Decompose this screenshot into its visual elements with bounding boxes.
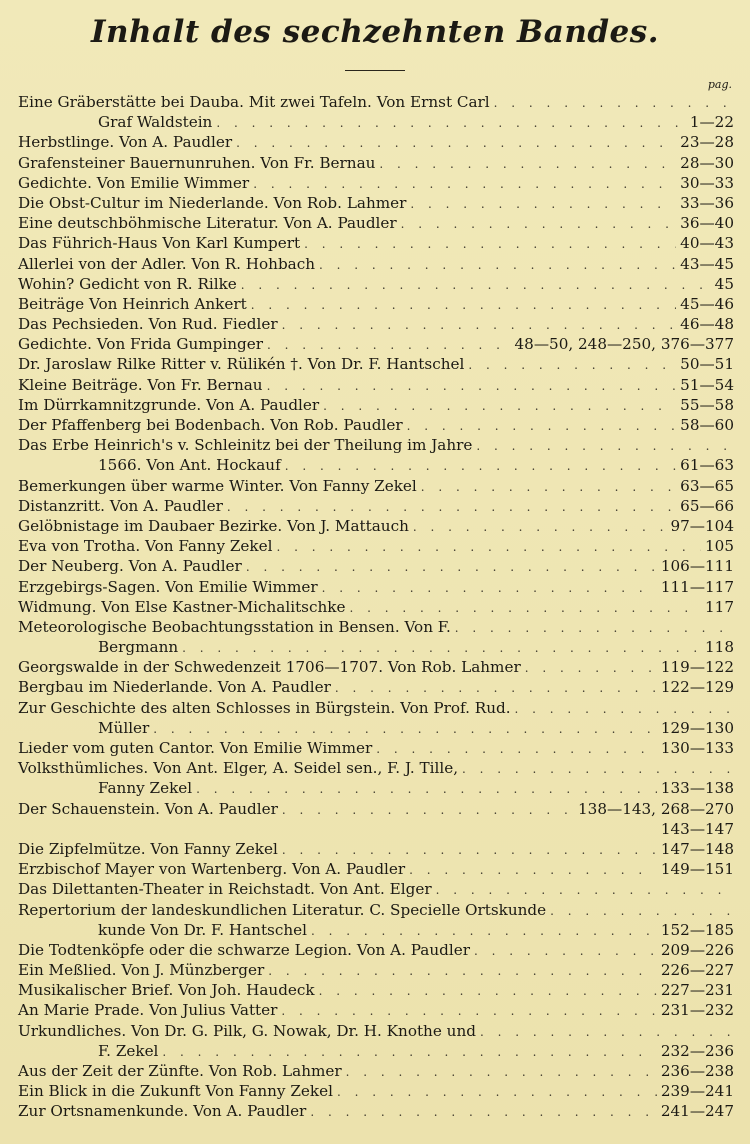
dot-leader [282,840,657,860]
toc-entry-title: Der Neuberg. Von A. Paudler [18,557,242,576]
toc-entry-title: Dr. Jaroslaw Rilke Ritter v. Rülikén †. Von Dr. F. Hantschel [18,355,465,374]
toc-line [18,395,734,415]
toc-entry-page: 231—232 [660,1001,734,1020]
toc-entry [18,879,734,899]
toc-line [18,799,734,819]
toc-entry-page: 50—51 [680,355,734,374]
toc-line [18,980,734,1000]
toc-entry-page: 130—133 [660,739,734,757]
toc-entry-title: Ein Blick in die Zukunft Von Fanny Zekel [18,1082,333,1101]
toc-entry [18,900,734,940]
toc-entry [18,1061,734,1081]
toc-line [18,738,734,758]
toc-entry [18,556,734,576]
toc-line [18,657,734,677]
toc-entry-title: Ein Meßlied. Von J. Münzberger [18,961,265,980]
toc-entry-title: Bergmann [98,638,179,657]
dot-leader [236,133,676,153]
toc-entry-page: 117 [705,597,734,616]
toc-entry-title: Das Dilettanten-Theater in Reichstadt. Von Ant. Elger [18,880,432,899]
dot-leader [267,335,511,355]
toc-entry-page: 119—122 [660,658,734,677]
dot-leader [401,214,677,234]
toc-entry-title: Grafensteiner Bauernunruhen. Von Fr. Bernau [18,153,376,172]
table-of-contents [18,92,734,1122]
toc-entry [18,677,734,697]
toc-entry-page: 43—45 [680,254,734,273]
toc-entry-page: 122—129 [660,678,734,697]
dot-leader [410,194,676,214]
toc-entry [18,254,734,274]
toc-entry-page: 36—40 [680,214,734,233]
toc-line [18,415,734,435]
toc-line [18,132,734,152]
toc-entry [18,92,734,132]
toc-entry-title: Die Zipfelmütze. Von Fanny Zekel [18,839,278,858]
toc-entry-page: 33—36 [680,193,734,212]
toc-entry [18,657,734,677]
dot-leader [182,638,701,658]
toc-entry-title: Fanny Zekel [98,779,193,798]
toc-entry [18,617,734,657]
toc-entry-title: Das Führich-Haus Von Karl Kumpert [18,234,301,253]
toc-entry [18,476,734,496]
toc-line [18,435,734,455]
toc-entry-page: 46—48 [680,315,734,334]
toc-entry-page: 28—30 [680,153,734,172]
toc-entry-page: 138—143, 268—270 [578,799,734,818]
dot-leader [285,456,676,476]
toc-entry [18,1021,734,1061]
toc-line [18,940,734,960]
dot-leader [413,517,667,537]
toc-line [18,920,734,940]
toc-entry-title: Georgswalde in der Schwedenzeit 1706—1707. Von Rob. Lahmer [18,658,521,677]
dot-leader [436,880,730,900]
dot-leader [550,901,730,921]
toc-entry-title: Die Obst-Cultur im Niederlande. Von Rob. Lahmer [18,193,407,212]
dot-leader [251,295,676,315]
toc-entry-title: Wohin? Gedicht von R. Rilke [18,274,237,293]
toc-line [18,233,734,253]
toc-line [18,516,734,536]
toc-line [18,1021,734,1041]
dot-leader [216,113,685,133]
toc-entry [18,415,734,435]
dot-leader [323,396,676,416]
dot-leader [349,598,701,618]
toc-entry-title: kunde Von Dr. F. Hantschel [98,920,307,939]
toc-line [18,577,734,597]
toc-entry-title: Eine Gräberstätte bei Dauba. Mit zwei Tafeln. Von Ernst Carl [18,93,490,111]
toc-entry-page: 65—66 [680,496,734,515]
dot-leader [282,315,677,335]
toc-entry-title: Aus der Zeit der Zünfte. Von Rob. Lahmer [18,1062,342,1080]
toc-entry [18,213,734,233]
toc-entry-page: 118 [705,638,734,657]
toc-entry-page: 147—148 [660,839,734,858]
toc-line [18,213,734,233]
toc-entry-title: Bergbau im Niederlande. Von A. Paudler [18,678,331,697]
toc-entry [18,980,734,1000]
toc-line [18,1081,734,1101]
dot-leader [153,719,657,739]
toc-line [18,617,734,637]
toc-entry-page: 143—147 [660,819,734,838]
toc-line [18,536,734,556]
toc-entry [18,496,734,516]
dot-leader [304,234,676,254]
toc-line [18,274,734,294]
toc-entry-page: 55—58 [680,395,734,414]
toc-entry-title: Herbstlinge. Von A. Paudler [18,133,233,152]
toc-entry [18,516,734,536]
toc-entry-page: 226—227 [660,961,734,980]
toc-entry [18,1101,734,1121]
dot-leader [227,497,676,517]
toc-entry [18,1000,734,1020]
dot-leader [462,759,730,779]
toc-line [18,476,734,496]
toc-line [18,254,734,274]
toc-entry-page: 227—231 [660,981,734,1000]
toc-line [18,1000,734,1020]
toc-line [18,375,734,395]
toc-entry-page: 45 [714,274,734,293]
toc-entry [18,274,734,294]
dot-leader [319,981,657,1001]
toc-entry-title: Gedichte. Von Emilie Wimmer [18,173,250,192]
dot-leader [494,93,730,113]
toc-line [18,698,734,718]
dot-leader [376,739,657,759]
toc-entry-title: Allerlei von der Adler. Von R. Hohbach [18,254,316,273]
toc-line [18,900,734,920]
toc-entry-page: 63—65 [680,476,734,495]
toc-entry-title: Distanzritt. Von A. Paudler [18,496,223,515]
toc-line [18,718,734,738]
toc-entry-title: Lieder vom guten Cantor. Von Emilie Wimmer [18,739,373,757]
toc-entry [18,597,734,617]
toc-line [18,496,734,516]
toc-entry [18,577,734,597]
dot-leader [335,678,657,698]
dot-leader [337,1082,657,1102]
title-divider [345,70,405,71]
toc-entry-page: 61—63 [680,456,734,475]
toc-entry [18,173,734,193]
toc-line [18,314,734,334]
toc-entry [18,839,734,859]
toc-entry-title: An Marie Prade. Von Julius Vatter [18,1001,278,1020]
toc-entry [18,334,734,354]
dot-leader [246,557,657,577]
toc-entry [18,233,734,253]
toc-entry-page: 106—111 [660,557,734,576]
toc-entry-title: Eva von Trotha. Von Fanny Zekel [18,537,273,556]
toc-entry-page: 30—33 [680,173,734,192]
toc-line [18,758,734,778]
toc-entry-title: Im Dürrkamnitzgrunde. Von A. Paudler [18,395,320,414]
toc-line [18,153,734,173]
dot-leader [474,941,657,961]
toc-entry-title: Musikalischer Brief. Von Joh. Haudeck [18,981,315,1000]
toc-entry-title: Graf Waldstein [98,113,213,132]
toc-entry [18,758,734,798]
toc-line [18,637,734,657]
toc-entry-page: 239—241 [660,1082,734,1101]
toc-entry-title: Der Schauenstein. Von A. Paudler [18,799,278,818]
toc-entry [18,314,734,334]
toc-entry-title: Das Pechsieden. Von Rud. Fiedler [18,315,278,334]
toc-line [18,354,734,374]
toc-line [18,455,734,475]
toc-line [18,92,734,112]
toc-line [18,879,734,899]
toc-entry-page: 241—247 [660,1102,734,1121]
dot-leader [346,1062,657,1082]
toc-entry-page: 209—226 [660,940,734,959]
toc-line [18,294,734,314]
dot-leader [310,1102,657,1122]
toc-line [18,859,734,879]
toc-entry-title: Zur Geschichte des alten Schlosses in Bürgstein. Von Prof. Rud. [18,698,511,717]
toc-entry-title: Beiträge Von Heinrich Ankert [18,294,247,313]
dot-leader [311,921,657,941]
toc-entry-page: 152—185 [660,920,734,939]
toc-entry-title: Zur Ortsnamenkunde. Von A. Paudler [18,1102,307,1121]
toc-entry-title: Erzgebirgs-Sagen. Von Emilie Wimmer [18,577,318,596]
dot-leader [268,961,657,981]
dot-leader [421,477,676,497]
toc-entry-title: Gedichte. Von Frida Gumpinger [18,335,263,354]
toc-line [18,677,734,697]
dot-leader [379,154,676,174]
toc-entry [18,435,734,475]
toc-entry-page: 133—138 [660,779,734,798]
toc-entry [18,698,734,738]
toc-entry-title: Erzbischof Mayer von Wartenberg. Von A. Paudler [18,860,406,879]
dot-leader [455,618,730,638]
toc-entry [18,132,734,152]
dot-leader [480,1022,730,1042]
toc-line [18,173,734,193]
toc-line [18,1041,734,1061]
dot-leader [407,416,677,436]
dot-leader [515,699,730,719]
toc-entry-page: 97—104 [670,516,734,535]
toc-entry [18,193,734,213]
page-title: Inhalt des sechzehnten Bandes. [90,14,660,50]
toc-entry-title: Repertorium der landeskundlichen Literatur. C. Specielle Ortskunde [18,900,547,919]
dot-leader [253,174,676,194]
toc-line [18,193,734,213]
toc-entry-page: 40—43 [680,234,734,253]
toc-entry [18,536,734,556]
toc-entry-title: F. Zekel [98,1041,159,1060]
toc-line [18,1061,734,1081]
toc-entry [18,859,734,879]
toc-entry [18,354,734,374]
dot-leader [476,436,730,456]
toc-entry [18,960,734,980]
dot-leader [276,537,701,557]
page-column-label: pag. [707,78,732,91]
toc-entry-page: 149—151 [660,860,734,879]
toc-entry-title: Volksthümliches. Von Ant. Elger, A. Seidel sen., F. J. Tille, [18,759,459,778]
toc-entry-page: 45—46 [680,294,734,313]
dot-leader [267,376,677,396]
toc-entry-title: Meteorologische Beobachtungsstation in Bensen. Von F. [18,617,451,636]
dot-leader [196,779,657,799]
toc-line [18,839,734,859]
toc-entry-title: Die Todtenköpfe oder die schwarze Legion. Von A. Paudler [18,940,470,959]
toc-entry-page: 105 [705,537,734,556]
dot-leader [525,658,657,678]
toc-entry-title: Der Pfaffenberg bei Bodenbach. Von Rob. Paudler [18,416,403,434]
toc-entry-page: 51—54 [680,375,734,394]
toc-entry [18,153,734,173]
toc-line [18,556,734,576]
toc-entry-page: 236—238 [660,1062,734,1080]
dot-leader [468,355,676,375]
toc-entry [18,738,734,758]
toc-entry [18,1081,734,1101]
toc-entry-title: Das Erbe Heinrich's v. Schleinitz bei der Theilung im Jahre [18,436,473,455]
toc-entry [18,375,734,395]
dot-leader [319,255,676,275]
toc-entry [18,294,734,314]
toc-entry-page: 129—130 [660,718,734,737]
toc-entry-title: Bemerkungen über warme Winter. Von Fanny Zekel [18,476,417,495]
toc-entry-page: 1—22 [689,113,734,132]
toc-entry [18,940,734,960]
toc-line [18,960,734,980]
toc-line [18,597,734,617]
dot-leader [241,275,711,295]
toc-entry-title: Widmung. Von Else Kastner-Michalitschke [18,597,346,616]
toc-entry [18,395,734,415]
toc-entry [18,799,734,839]
toc-entry-page: 111—117 [660,577,734,596]
toc-entry-title: Müller [98,718,150,737]
dot-leader [409,860,657,880]
toc-line [18,778,734,798]
toc-entry-title: Kleine Beiträge. Von Fr. Bernau [18,375,263,394]
toc-entry-page: 232—236 [660,1041,734,1060]
toc-entry-title: Gelöbnistage im Daubaer Bezirke. Von J. Mattauch [18,516,409,535]
toc-line [18,334,734,354]
toc-entry-title: 1566. Von Ant. Hockauf [98,456,281,475]
toc-line [18,112,734,132]
dot-leader [322,578,657,598]
dot-leader [282,800,574,820]
toc-entry-page: 23—28 [680,133,734,152]
toc-entry-title: Eine deutschböhmische Literatur. Von A. Paudler [18,214,397,233]
dot-leader [281,1001,656,1021]
toc-line [18,1101,734,1121]
toc-entry-title: Urkundliches. Von Dr. G. Pilk, G. Nowak, Dr. H. Knothe und [18,1021,476,1040]
dot-leader [162,1042,656,1062]
toc-entry-page: 58—60 [680,416,734,434]
toc-entry-page: 48—50, 248—250, 376—377 [514,335,734,354]
